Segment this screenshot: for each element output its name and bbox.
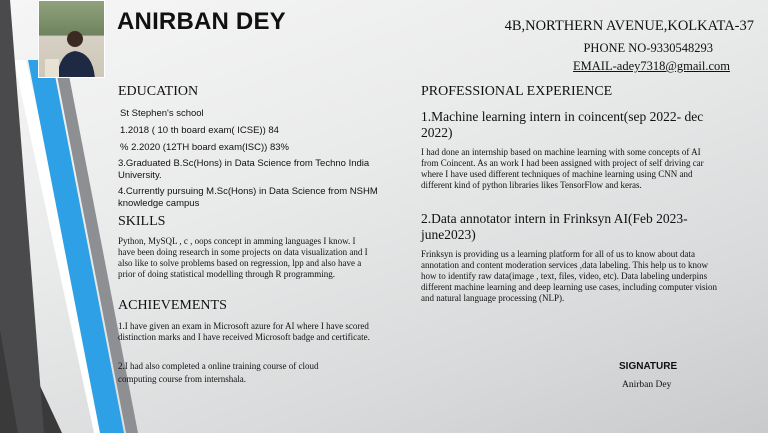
resume-name: ANIRBAN DEY xyxy=(117,8,286,35)
achievement-item-1: 1.I have given an exam in Microsoft azure for AI where I have scored distinction marks and I have received Microsoft badge and certificate. xyxy=(118,321,370,342)
left-column xyxy=(118,84,378,384)
job-2-description: Frinksyn is providing us a learning platform for all of us to know about data annotation and content moderation services ,data labeling. This help us to know how to identify raw data(image , text, files, video, etc). Data labeling underpins different machine learning and deep learning use cases, including computer vision and natural language processing (NLP). xyxy=(421,249,717,303)
profile-photo xyxy=(38,0,105,78)
skills-text: Python, MySQL , c , oops concept in amming languages I know. I have been doing research in some projects on data visualization and I also like to solve problems based on regression, lpp and also have a prior of doing statistical modelling through R programming. xyxy=(118,236,368,279)
education-item-2: % 2.2020 (12TH board exam(ISC)) 83% xyxy=(120,142,289,153)
email-link[interactable]: EMAIL-adey7318@gmail.com xyxy=(573,59,730,73)
achievement-item-2: 2.I had also completed a online training course of cloud computing course from internshala. xyxy=(118,361,319,384)
achievements-heading: ACHIEVEMENTS xyxy=(118,298,227,313)
education-item-1: 1.2018 ( 10 th board exam( ICSE)) 84 xyxy=(120,125,279,136)
signature-name: Anirban Dey xyxy=(622,380,672,390)
education-item-4: 4.Currently pursuing M.Sc(Hons) in Data Science from NSHM knowledge campus xyxy=(118,186,378,209)
job-2-title: 2.Data annotator intern in Frinksyn AI(Feb 2023-june2023) xyxy=(421,211,688,242)
experience-heading: PROFESSIONAL EXPERIENCE xyxy=(421,84,613,99)
signature-label: SIGNATURE xyxy=(619,361,678,372)
phone-number: PHONE NO-9330548293 xyxy=(583,41,713,55)
skills-heading: SKILLS xyxy=(118,214,166,229)
address: 4B,NORTHERN AVENUE,KOLKATA-37 xyxy=(504,18,754,34)
education-item-3: 3.Graduated B.Sc(Hons) in Data Science from Techno India University. xyxy=(118,158,370,181)
education-school: St Stephen's school xyxy=(120,108,204,119)
education-heading: EDUCATION xyxy=(118,84,199,99)
person-silhouette xyxy=(39,1,105,78)
job-1-description: I had done an internship based on machine learning with some concepts of AI from Coincent. As an work I had been assigned with project of self driving car where I have used different techniques of machine learning using CNN and different kind of python libraries likes TensorFlow and keras. xyxy=(421,147,704,190)
job-1-title: 1.Machine learning intern in coincent(sep 2022- dec 2022) xyxy=(421,109,704,140)
